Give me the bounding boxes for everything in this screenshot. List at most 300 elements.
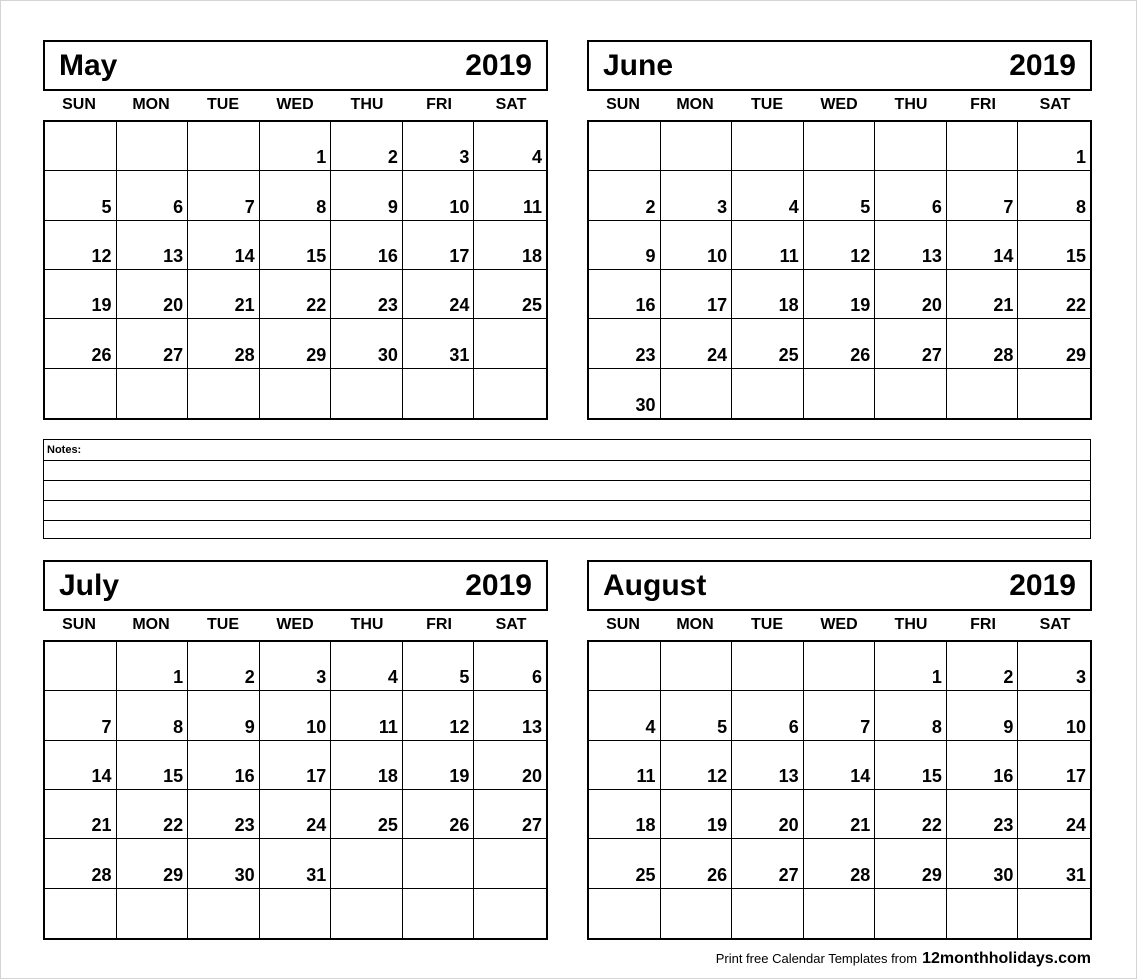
day-number: 31 bbox=[306, 864, 327, 885]
month-name: July bbox=[59, 568, 120, 602]
day-number: 25 bbox=[635, 864, 656, 885]
day-cell bbox=[45, 839, 117, 888]
day-cell bbox=[45, 270, 117, 319]
day-number: 2 bbox=[244, 667, 255, 688]
day-cell bbox=[804, 122, 876, 171]
day-cell bbox=[331, 691, 403, 740]
day-cell bbox=[661, 171, 733, 220]
weekday-label: TUE bbox=[751, 616, 783, 633]
day-number: 17 bbox=[1065, 765, 1086, 786]
day-number: 8 bbox=[173, 716, 184, 737]
day-cell bbox=[804, 171, 876, 220]
weekday-label: FRI bbox=[970, 616, 996, 633]
day-cell bbox=[947, 221, 1019, 270]
day-cell bbox=[260, 790, 332, 839]
day-number: 21 bbox=[850, 815, 871, 836]
day-number: 15 bbox=[163, 765, 184, 786]
day-cell bbox=[947, 369, 1019, 418]
day-cell bbox=[260, 839, 332, 888]
footer-site-link[interactable]: 12monthholidays.com bbox=[922, 950, 1091, 967]
day-number: 6 bbox=[531, 667, 542, 688]
month-name: May bbox=[59, 48, 118, 82]
day-number: 14 bbox=[91, 765, 112, 786]
day-cell bbox=[661, 270, 733, 319]
day-cell bbox=[804, 691, 876, 740]
day-number: 27 bbox=[521, 815, 542, 836]
weekday-label: MON bbox=[676, 96, 714, 113]
day-cell bbox=[589, 171, 661, 220]
day-number: 19 bbox=[91, 295, 112, 316]
day-number: 25 bbox=[521, 295, 542, 316]
calendar-header bbox=[587, 560, 1092, 611]
day-number: 8 bbox=[931, 716, 942, 737]
day-number: 3 bbox=[316, 667, 327, 688]
day-cell bbox=[732, 221, 804, 270]
notes-label: Notes: bbox=[47, 444, 82, 456]
day-cell bbox=[661, 691, 733, 740]
day-number: 31 bbox=[449, 344, 470, 365]
calendar-header bbox=[43, 40, 548, 91]
day-cell bbox=[1018, 642, 1090, 691]
day-cell bbox=[661, 889, 733, 938]
day-cell bbox=[947, 642, 1019, 691]
day-cell bbox=[117, 642, 189, 691]
day-cell bbox=[188, 122, 260, 171]
day-number: 8 bbox=[316, 196, 327, 217]
day-number: 7 bbox=[1003, 196, 1014, 217]
day-cell bbox=[260, 270, 332, 319]
day-number: 24 bbox=[449, 295, 470, 316]
footer-text: Print free Calendar Templates from bbox=[715, 951, 918, 966]
day-number: 24 bbox=[1065, 815, 1086, 836]
weekday-label: SUN bbox=[62, 616, 96, 633]
day-cell bbox=[875, 889, 947, 938]
day-number: 27 bbox=[163, 344, 184, 365]
day-cell bbox=[875, 790, 947, 839]
day-number: 26 bbox=[850, 344, 871, 365]
weekday-label: SAT bbox=[1039, 96, 1071, 113]
weekday-label: TUE bbox=[751, 96, 783, 113]
day-number: 18 bbox=[635, 815, 656, 836]
weekday-label: TUE bbox=[207, 96, 239, 113]
day-number: 3 bbox=[717, 196, 728, 217]
day-cell bbox=[403, 741, 475, 790]
day-number: 29 bbox=[163, 864, 184, 885]
day-cell bbox=[403, 642, 475, 691]
day-cell bbox=[260, 171, 332, 220]
day-cell bbox=[331, 839, 403, 888]
day-number: 12 bbox=[449, 716, 470, 737]
day-number: 17 bbox=[707, 295, 728, 316]
day-cell bbox=[947, 889, 1019, 938]
day-number: 20 bbox=[921, 295, 942, 316]
day-grid bbox=[587, 120, 1092, 420]
day-number: 4 bbox=[387, 667, 398, 688]
day-number: 7 bbox=[860, 716, 871, 737]
weekday-label: THU bbox=[350, 96, 384, 113]
day-number: 24 bbox=[306, 815, 327, 836]
day-cell bbox=[474, 122, 546, 171]
day-cell bbox=[589, 889, 661, 938]
calendar-header bbox=[587, 40, 1092, 91]
day-number: 26 bbox=[707, 864, 728, 885]
weekday-label: WED bbox=[820, 96, 858, 113]
day-number: 13 bbox=[521, 716, 542, 737]
day-number: 5 bbox=[101, 196, 112, 217]
day-cell bbox=[117, 270, 189, 319]
day-cell bbox=[260, 319, 332, 368]
day-cell bbox=[260, 889, 332, 938]
day-number: 15 bbox=[921, 765, 942, 786]
day-number: 23 bbox=[234, 815, 255, 836]
day-grid bbox=[587, 640, 1092, 940]
day-cell bbox=[403, 270, 475, 319]
day-cell bbox=[804, 642, 876, 691]
day-number: 30 bbox=[234, 864, 255, 885]
day-cell bbox=[804, 790, 876, 839]
day-cell bbox=[589, 319, 661, 368]
weekday-label: TUE bbox=[207, 616, 239, 633]
day-number: 26 bbox=[91, 344, 112, 365]
weekday-label: MON bbox=[676, 616, 714, 633]
day-cell bbox=[117, 369, 189, 418]
day-number: 25 bbox=[778, 344, 799, 365]
day-cell bbox=[804, 839, 876, 888]
day-cell bbox=[45, 369, 117, 418]
day-cell bbox=[804, 741, 876, 790]
weekday-row bbox=[587, 92, 1092, 118]
day-number: 30 bbox=[635, 394, 656, 415]
day-cell bbox=[117, 221, 189, 270]
day-cell bbox=[1018, 741, 1090, 790]
day-cell bbox=[1018, 171, 1090, 220]
weekday-label: SUN bbox=[606, 616, 640, 633]
day-cell bbox=[589, 741, 661, 790]
day-cell bbox=[1018, 839, 1090, 888]
month-name: August bbox=[603, 568, 707, 602]
day-number: 9 bbox=[645, 245, 656, 266]
weekday-row bbox=[43, 612, 548, 638]
day-cell bbox=[589, 642, 661, 691]
day-number: 23 bbox=[993, 815, 1014, 836]
weekday-label: THU bbox=[894, 96, 928, 113]
day-cell bbox=[45, 171, 117, 220]
day-cell bbox=[331, 369, 403, 418]
weekday-label: FRI bbox=[426, 616, 452, 633]
weekday-label: WED bbox=[276, 96, 314, 113]
day-cell bbox=[732, 889, 804, 938]
day-number: 10 bbox=[707, 245, 728, 266]
day-number: 28 bbox=[993, 344, 1014, 365]
day-number: 22 bbox=[921, 815, 942, 836]
day-number: 13 bbox=[921, 245, 942, 266]
day-cell bbox=[45, 221, 117, 270]
weekday-label: MON bbox=[132, 96, 170, 113]
year: 2019 bbox=[1009, 48, 1076, 82]
day-cell bbox=[188, 369, 260, 418]
day-number: 1 bbox=[316, 147, 327, 168]
day-cell bbox=[875, 122, 947, 171]
day-cell bbox=[117, 889, 189, 938]
day-cell bbox=[732, 171, 804, 220]
day-number: 17 bbox=[306, 765, 327, 786]
day-cell bbox=[331, 122, 403, 171]
day-number: 2 bbox=[1003, 667, 1014, 688]
day-number: 27 bbox=[921, 344, 942, 365]
day-cell bbox=[947, 122, 1019, 171]
day-number: 5 bbox=[717, 716, 728, 737]
day-cell bbox=[1018, 319, 1090, 368]
day-cell bbox=[188, 889, 260, 938]
day-cell bbox=[188, 790, 260, 839]
day-cell bbox=[474, 839, 546, 888]
day-cell bbox=[474, 642, 546, 691]
weekday-label: MON bbox=[132, 616, 170, 633]
day-cell bbox=[260, 691, 332, 740]
day-number: 11 bbox=[636, 765, 656, 786]
day-number: 22 bbox=[306, 295, 327, 316]
day-cell bbox=[260, 741, 332, 790]
day-cell bbox=[331, 221, 403, 270]
day-cell bbox=[331, 319, 403, 368]
day-number: 15 bbox=[306, 245, 327, 266]
day-cell bbox=[589, 221, 661, 270]
day-number: 22 bbox=[163, 815, 184, 836]
day-cell bbox=[117, 319, 189, 368]
weekday-label: FRI bbox=[426, 96, 452, 113]
day-number: 20 bbox=[163, 295, 184, 316]
day-cell bbox=[947, 741, 1019, 790]
weekday-label: SAT bbox=[1039, 616, 1071, 633]
day-cell bbox=[474, 889, 546, 938]
calendar-header bbox=[43, 560, 548, 611]
day-cell bbox=[732, 691, 804, 740]
day-cell bbox=[804, 270, 876, 319]
day-cell bbox=[331, 270, 403, 319]
day-cell bbox=[732, 122, 804, 171]
weekday-label: THU bbox=[350, 616, 384, 633]
day-number: 29 bbox=[1065, 344, 1086, 365]
day-cell bbox=[804, 889, 876, 938]
day-number: 11 bbox=[779, 245, 799, 266]
day-cell bbox=[875, 741, 947, 790]
day-number: 21 bbox=[91, 815, 112, 836]
day-cell bbox=[403, 221, 475, 270]
day-cell bbox=[403, 171, 475, 220]
day-number: 30 bbox=[377, 344, 398, 365]
day-cell bbox=[875, 642, 947, 691]
day-cell bbox=[45, 741, 117, 790]
day-cell bbox=[661, 319, 733, 368]
year: 2019 bbox=[465, 48, 532, 82]
day-number: 3 bbox=[459, 147, 470, 168]
weekday-label: SAT bbox=[495, 96, 527, 113]
day-number: 26 bbox=[449, 815, 470, 836]
day-cell bbox=[732, 270, 804, 319]
day-cell bbox=[804, 221, 876, 270]
day-number: 8 bbox=[1075, 196, 1086, 217]
weekday-label: THU bbox=[894, 616, 928, 633]
day-number: 16 bbox=[377, 245, 398, 266]
year: 2019 bbox=[465, 568, 532, 602]
day-number: 28 bbox=[234, 344, 255, 365]
notes-line bbox=[44, 500, 1090, 501]
day-cell bbox=[45, 319, 117, 368]
day-cell bbox=[732, 741, 804, 790]
day-number: 6 bbox=[173, 196, 184, 217]
day-number: 7 bbox=[101, 716, 112, 737]
day-number: 16 bbox=[635, 295, 656, 316]
weekday-row bbox=[43, 92, 548, 118]
day-number: 10 bbox=[306, 716, 327, 737]
day-number: 4 bbox=[531, 147, 542, 168]
day-cell bbox=[474, 270, 546, 319]
day-cell bbox=[589, 839, 661, 888]
day-cell bbox=[117, 741, 189, 790]
day-cell bbox=[188, 839, 260, 888]
day-number: 25 bbox=[377, 815, 398, 836]
day-cell bbox=[188, 171, 260, 220]
day-cell bbox=[661, 642, 733, 691]
day-number: 31 bbox=[1065, 864, 1086, 885]
day-cell bbox=[331, 790, 403, 839]
day-cell bbox=[875, 319, 947, 368]
day-number: 24 bbox=[707, 344, 728, 365]
day-number: 27 bbox=[778, 864, 799, 885]
day-cell bbox=[947, 319, 1019, 368]
day-cell bbox=[947, 691, 1019, 740]
day-cell bbox=[188, 741, 260, 790]
day-number: 7 bbox=[244, 196, 255, 217]
day-cell bbox=[875, 691, 947, 740]
day-cell bbox=[1018, 691, 1090, 740]
day-cell bbox=[474, 319, 546, 368]
day-cell bbox=[589, 270, 661, 319]
day-number: 12 bbox=[707, 765, 728, 786]
day-cell bbox=[45, 790, 117, 839]
day-number: 13 bbox=[778, 765, 799, 786]
day-number: 1 bbox=[173, 667, 184, 688]
day-cell bbox=[1018, 790, 1090, 839]
day-cell bbox=[589, 369, 661, 418]
day-number: 11 bbox=[522, 196, 542, 217]
day-cell bbox=[1018, 221, 1090, 270]
day-cell bbox=[947, 839, 1019, 888]
day-cell bbox=[661, 741, 733, 790]
day-number: 30 bbox=[993, 864, 1014, 885]
day-cell bbox=[117, 691, 189, 740]
month-name: June bbox=[603, 48, 674, 82]
day-cell bbox=[45, 691, 117, 740]
day-cell bbox=[947, 171, 1019, 220]
day-number: 9 bbox=[1003, 716, 1014, 737]
footer bbox=[716, 950, 1091, 968]
day-cell bbox=[403, 790, 475, 839]
day-cell bbox=[589, 790, 661, 839]
day-number: 12 bbox=[850, 245, 871, 266]
day-cell bbox=[188, 270, 260, 319]
day-number: 29 bbox=[921, 864, 942, 885]
day-cell bbox=[403, 369, 475, 418]
day-cell bbox=[188, 642, 260, 691]
day-cell bbox=[732, 790, 804, 839]
day-cell bbox=[188, 319, 260, 368]
day-cell bbox=[260, 369, 332, 418]
day-cell bbox=[403, 839, 475, 888]
day-cell bbox=[331, 889, 403, 938]
weekday-label: WED bbox=[276, 616, 314, 633]
day-cell bbox=[474, 790, 546, 839]
day-grid bbox=[43, 640, 548, 940]
day-number: 13 bbox=[163, 245, 184, 266]
day-number: 9 bbox=[387, 196, 398, 217]
day-number: 1 bbox=[1075, 147, 1086, 168]
day-cell bbox=[1018, 889, 1090, 938]
day-cell bbox=[331, 741, 403, 790]
day-cell bbox=[875, 171, 947, 220]
day-cell bbox=[474, 741, 546, 790]
day-number: 20 bbox=[778, 815, 799, 836]
day-number: 18 bbox=[521, 245, 542, 266]
year: 2019 bbox=[1009, 568, 1076, 602]
day-cell bbox=[589, 691, 661, 740]
day-number: 9 bbox=[244, 716, 255, 737]
day-number: 12 bbox=[91, 245, 112, 266]
day-cell bbox=[947, 790, 1019, 839]
notes-box bbox=[43, 439, 1091, 539]
day-cell bbox=[45, 642, 117, 691]
day-number: 23 bbox=[635, 344, 656, 365]
day-number: 21 bbox=[234, 295, 255, 316]
day-cell bbox=[474, 221, 546, 270]
day-cell bbox=[947, 270, 1019, 319]
day-number: 21 bbox=[993, 295, 1014, 316]
day-cell bbox=[1018, 369, 1090, 418]
notes-line bbox=[44, 480, 1090, 481]
day-cell bbox=[804, 319, 876, 368]
day-number: 1 bbox=[931, 667, 942, 688]
day-number: 19 bbox=[449, 765, 470, 786]
day-number: 11 bbox=[378, 716, 398, 737]
day-number: 18 bbox=[377, 765, 398, 786]
day-number: 23 bbox=[377, 295, 398, 316]
day-number: 14 bbox=[993, 245, 1014, 266]
day-cell bbox=[331, 642, 403, 691]
notes-line bbox=[44, 520, 1090, 521]
day-number: 28 bbox=[850, 864, 871, 885]
day-cell bbox=[260, 221, 332, 270]
day-cell bbox=[474, 691, 546, 740]
day-cell bbox=[188, 691, 260, 740]
day-cell bbox=[732, 642, 804, 691]
day-cell bbox=[117, 122, 189, 171]
day-cell bbox=[331, 171, 403, 220]
weekday-label: SAT bbox=[495, 616, 527, 633]
weekday-label: SUN bbox=[606, 96, 640, 113]
day-number: 16 bbox=[993, 765, 1014, 786]
day-number: 10 bbox=[1065, 716, 1086, 737]
day-cell bbox=[661, 122, 733, 171]
day-number: 6 bbox=[788, 716, 799, 737]
day-cell bbox=[260, 122, 332, 171]
day-cell bbox=[260, 642, 332, 691]
day-number: 15 bbox=[1065, 245, 1086, 266]
day-number: 17 bbox=[449, 245, 470, 266]
day-number: 22 bbox=[1065, 295, 1086, 316]
day-cell bbox=[661, 839, 733, 888]
day-cell bbox=[732, 319, 804, 368]
day-number: 28 bbox=[91, 864, 112, 885]
